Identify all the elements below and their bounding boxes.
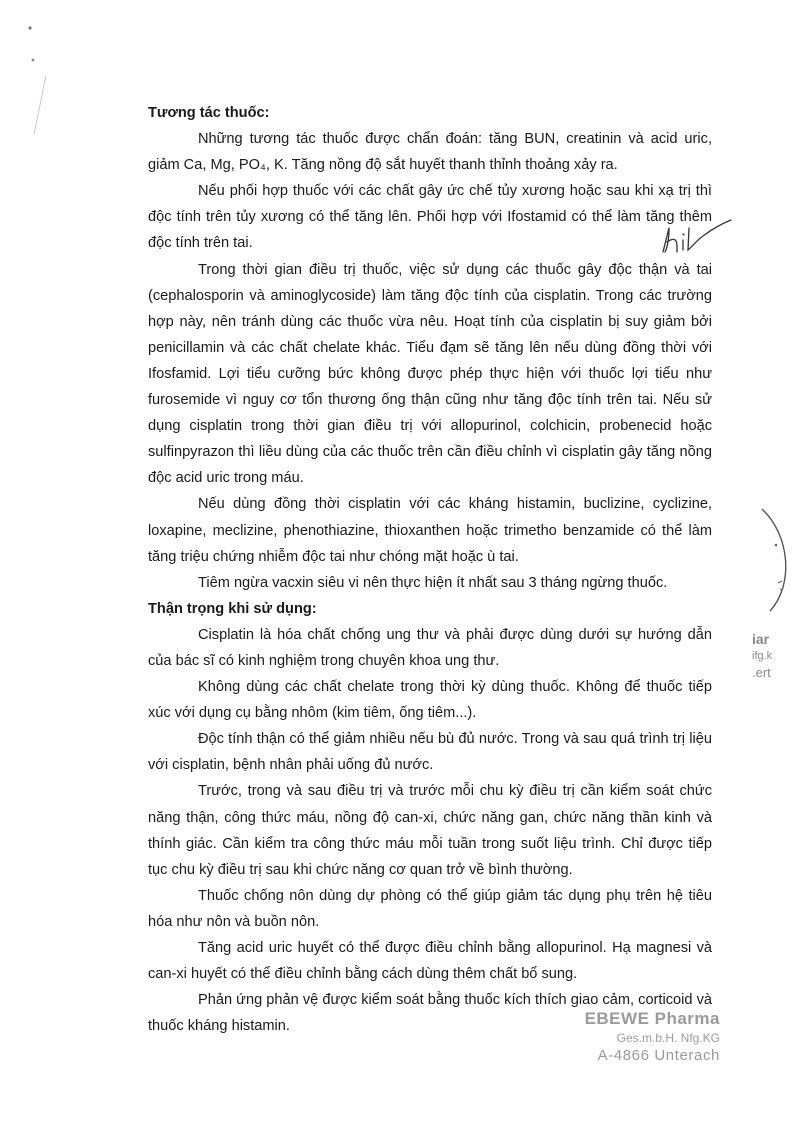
paragraph: Nếu dùng đồng thời cisplatin với các kháng histamin, buclizine, cyclizine, loxapine, meclizine, phenothiazine, thioxanthen hoặc trimetho benzamide có thể làm tăng triệu chứng nhiễm độc tai như chóng mặt hoặc ù tai.	[148, 496, 712, 565]
company-stamp	[570, 1008, 720, 1066]
stamp-company-name: EBEWE Pharma	[584, 1009, 720, 1028]
section-heading-precautions: Thận trọng khi sử dụng:	[148, 600, 317, 617]
paragraph: Nếu phối hợp thuốc với các chất gây ức chế tủy xương hoặc sau khi xạ trị thì độc tính trên tủy xương có thể tăng lên. Phối hợp với Ifostamid có thể làm tăng thêm độc tính trên tai.	[148, 183, 712, 252]
paragraph: Tiêm ngừa vacxin siêu vi nên thực hiện ít nhất sau 3 tháng ngừng thuốc.	[198, 574, 668, 591]
document-body	[148, 100, 712, 1039]
stamp-address: A-4866 Unterach	[597, 1047, 720, 1064]
stamp-company-type: Ges.m.b.H. Nfg.KG	[616, 1031, 720, 1045]
paragraph: Cisplatin là hóa chất chống ung thư và phải được dùng dưới sự hướng dẫn của bác sĩ có kinh nghiệm trong chuyên khoa ung thư.	[148, 626, 712, 669]
handwritten-signature	[655, 218, 735, 258]
section-heading-drug-interactions: Tương tác thuốc:	[148, 105, 270, 121]
paragraph: Không dùng các chất chelate trong thời kỳ dùng thuốc. Không để thuốc tiếp xúc với dụng cụ bằng nhôm (kim tiêm, ống tiêm...).	[148, 679, 712, 722]
paragraph: Trong thời gian điều trị thuốc, việc sử dụng các thuốc gây độc thận và tai (cephalosporin và aminoglycoside) làm tăng độc tính của cisplatin. Trong các trường hợp này, nên tránh dùng các thuốc vừa nêu. Hoạt tính của cisplatin bị suy giảm bởi penicillamin và các chất chelate khác. Tiểu đạm sẽ tăng lên nếu dùng đồng thời với Ifosfamid. Lợi tiểu cưỡng bức không được phép thực hiện với thuốc lợi tiểu như furosemide vì nguy cơ tổn thương ống thận cũng như tăng độc tính trên tai. Nếu sử dụng cisplatin trong thời gian điều trị với allopurinol, colchicin, probenecid hoặc sulfinpyrazon thì liều dùng của các thuốc trên cần điều chỉnh vì cisplatin gây tăng nồng độc acid uric trong máu.	[148, 261, 712, 487]
paragraph: Độc tính thận có thể giảm nhiều nếu bù đủ nước. Trong và sau quá trình trị liệu với cisplatin, bệnh nhân phải uống đủ nước.	[148, 731, 712, 774]
edge-stamp	[752, 630, 800, 682]
paragraph: Tăng acid uric huyết có thể được điều chỉnh bằng allopurinol. Hạ magnesi và can-xi huyết có thể điều chỉnh bằng cách dùng thêm chất bổ sung.	[148, 940, 712, 983]
partial-seal	[760, 505, 800, 615]
edge-stamp-line: iar	[752, 631, 770, 647]
paragraph: Phản ứng phản vệ được kiểm soát bằng thuốc kích thích giao cảm, corticoid và thuốc kháng histamin.	[148, 992, 712, 1035]
paragraph: Những tương tác thuốc được chẩn đoán: tăng BUN, creatinin và acid uric, giảm Ca, Mg, PO₄, K. Tăng nồng độ sắt huyết thanh thỉnh thoảng xảy ra.	[148, 131, 712, 174]
paragraph: Trước, trong và sau điều trị và trước mỗi chu kỳ điều trị cần kiểm soát chức năng thận, công thức máu, nồng độ can-xi, chức năng gan, chức năng thần kinh và thính giác. Cần kiểm tra công thức máu mỗi tuần trong suốt liệu trình. Chỉ được tiếp tục chu kỳ điều trị sau khi chức năng cơ quan trở về bình thường.	[148, 783, 712, 878]
scan-artifact-left	[18, 0, 68, 140]
edge-stamp-line: ifg.k	[752, 650, 773, 662]
edge-stamp-line: .ert	[752, 665, 771, 680]
paragraph: Thuốc chống nôn dùng dự phòng có thể giúp giảm tác dụng phụ trên hệ tiêu hóa như nôn và buồn nôn.	[148, 887, 712, 930]
